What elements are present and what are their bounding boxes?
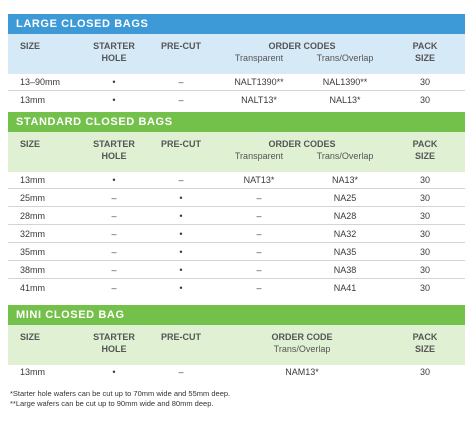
cell-transparent: – [256,247,262,257]
col-precut: PRE-CUT [161,332,201,342]
col-starter-line1: STARTER [93,41,135,51]
cell-precut: – [178,95,184,105]
cell-precut: • [179,211,183,221]
cell-starter: – [111,283,117,293]
cell-size: 13mm [20,367,46,377]
cell-pack: 30 [419,95,431,105]
cell-overlap: NA41 [333,283,357,293]
cell-size: 13mm [20,175,46,185]
cell-starter: • [112,95,116,105]
col-size: SIZE [20,332,41,342]
col-precut: PRE-CUT [161,139,201,149]
cell-transparent: – [256,265,262,275]
cell-precut: • [179,193,183,203]
cell-pack: 30 [419,193,431,203]
cell-transparent: NALT13* [241,95,277,105]
cell-starter: – [111,193,117,203]
col-transparent: Transparent [234,53,284,63]
section-title-mini: MINI CLOSED BAG [8,305,465,325]
row-divider [8,188,465,189]
cell-starter: – [111,247,117,257]
col-order-codes: ORDER CODES [268,41,336,51]
cell-overlap: NA35 [333,247,357,257]
cell-overlap: NA28 [333,211,357,221]
col-order-codes: ORDER CODES [268,139,336,149]
section-title-standard: STANDARD CLOSED BAGS [8,112,465,132]
cell-pack: 30 [419,367,431,377]
row-divider [8,206,465,207]
col-starter-line2: HOLE [101,344,127,354]
cell-pack: 30 [419,77,431,87]
cell-transparent: NALT1390** [234,77,284,87]
cell-size: 25mm [20,193,46,203]
cell-precut: • [179,229,183,239]
cell-overlap: NA38 [333,265,357,275]
cell-overlap: NAM13* [285,367,319,377]
cell-size: 38mm [20,265,46,275]
cell-size: 32mm [20,229,46,239]
col-size: SIZE [20,139,41,149]
cell-overlap: NAL13* [329,95,361,105]
cell-overlap: NAL1390** [322,77,368,87]
cell-transparent: – [256,283,262,293]
col-pack-line2: SIZE [414,151,436,161]
cell-pack: 30 [419,247,431,257]
col-size: SIZE [20,41,41,51]
cell-starter: • [112,367,116,377]
cell-transparent: – [256,211,262,221]
cell-precut: • [179,247,183,257]
cell-size: 28mm [20,211,46,221]
col-pack-line2: SIZE [414,344,436,354]
cell-starter: – [111,229,117,239]
cell-transparent: – [256,229,262,239]
cell-overlap: NA32 [333,229,357,239]
cell-transparent: NAT13* [243,175,275,185]
col-transparent: Transparent [234,151,284,161]
footnote: *Starter hole wafers can be cut up to 70mm wide and 55mm deep. [10,389,231,398]
cell-precut: – [178,77,184,87]
col-precut: PRE-CUT [161,41,201,51]
footnote: **Large wafers can be cut up to 90mm wide and 80mm deep. [10,399,214,408]
cell-pack: 30 [419,175,431,185]
col-starter-line1: STARTER [93,332,135,342]
col-starter-line2: HOLE [101,53,127,63]
col-trans-overlap: Trans/Overlap [316,53,374,63]
col-starter-line2: HOLE [101,151,127,161]
cell-precut: • [179,283,183,293]
col-trans-overlap: Trans/Overlap [273,344,331,354]
cell-overlap: NA25 [333,193,357,203]
cell-starter: – [111,265,117,275]
col-pack-line1: PACK [412,41,438,51]
row-divider [8,224,465,225]
cell-pack: 30 [419,283,431,293]
cell-pack: 30 [419,211,431,221]
cell-transparent: – [256,193,262,203]
cell-starter: – [111,211,117,221]
col-order-code: ORDER CODE [271,332,333,342]
section-title-large: LARGE CLOSED BAGS [8,14,465,34]
cell-precut: – [178,367,184,377]
cell-pack: 30 [419,265,431,275]
cell-pack: 30 [419,229,431,239]
cell-overlap: NA13* [331,175,359,185]
row-divider [8,278,465,279]
cell-starter: • [112,175,116,185]
col-pack-line1: PACK [412,139,438,149]
col-pack-line1: PACK [412,332,438,342]
col-pack-line2: SIZE [414,53,436,63]
cell-size: 13mm [20,95,46,105]
col-trans-overlap: Trans/Overlap [316,151,374,161]
col-starter-line1: STARTER [93,139,135,149]
row-divider [8,90,465,91]
cell-precut: – [178,175,184,185]
cell-size: 41mm [20,283,46,293]
cell-size: 13–90mm [20,77,61,87]
cell-precut: • [179,265,183,275]
row-divider [8,242,465,243]
cell-size: 35mm [20,247,46,257]
cell-starter: • [112,77,116,87]
row-divider [8,260,465,261]
header-row-mini [8,325,465,365]
